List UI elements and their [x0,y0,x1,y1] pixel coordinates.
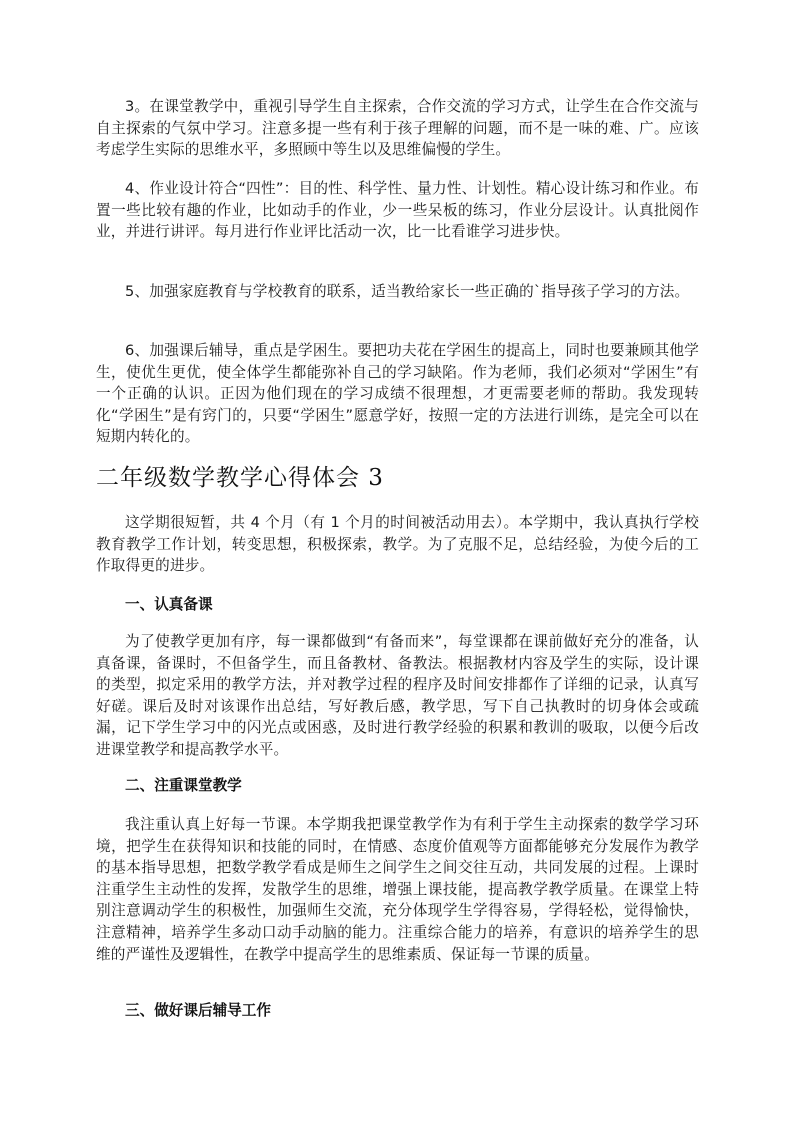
subheading-classroom-teaching: 二、注重课堂教学 [125,777,242,794]
paragraph-classroom-teaching: 我注重认真上好每一节课。本学期我把课堂教学作为有利于学生主动探索的数学学习环境，把学生在获得知识和技能的同时，在情感、态度价值观等方面都能够充分发展作为教学的基本指导思想，把数学教学看成是师生之间学生之间交往互动，共同发展的过程。上课时注重学生主动性的发挥，发散学生的思维，增强上课技能，提高教学教学质量。在课堂上特别注意调动学生的积极性，加强师生交流，充分体现学生学得容易，学得轻松，觉得愉快，注意精神，培养学生多动口动手动脑的能力。注重综合能力的培养，有意识的培养学生的思维的严谨性及逻辑性，在教学中提高学生的思维素质、保证每一节课的质量。 [96,816,699,963]
intro-paragraph: 这学期很短暂，共 4 个月（有 1 个月的时间被活动用去）。本学期中，我认真执行学校教育教学工作计划，转变思想，积极探索，教学。为了克服不足，总结经验，为使今后的工作取得更的进步。 [96,514,699,575]
subheading-prepare-lessons: 一、认真备课 [125,596,213,613]
paragraph-item-6: 6、加强课后辅导，重点是学困生。要把功夫花在学困生的提高上，同时也要兼顾其他学生，使优生更优，使全体学生都能弥补自己的学习缺陷。作为老师，我们必须对“学困生”有一个正确的认识。正因为他们现在的学习成绩不很理想，才更需要老师的帮助。我发现转化“学困生”是有窍门的，只要“学困生”愿意学好，按照一定的方法进行训练，是完全可以在短期内转化的。 [96,342,699,446]
paragraph-item-5: 5、加强家庭教育与学校教育的联系，适当教给家长一些正确的`指导孩子学习的方法。 [125,283,690,300]
section-title: 二年级数学教学心得体会 3 [96,465,384,491]
paragraph-prepare-lessons: 为了使教学更加有序，每一课都做到“有备而来”，每堂课都在课前做好充分的准备，认真备课，备课时，不但备学生，而且备教材、备教法。根据教材内容及学生的实际，设计课的类型，拟定采用的教学方法，并对教学过程的程序及时间安排都作了详细的记录，认真写好磋。课后及时对该课作出总结，写好教后感，教学思，写下自己执教时的切身体会或疏漏，记下学生学习中的闪光点或困惑，及时进行教学经验的积累和教训的吸取，以便今后改进课堂教学和提高教学水平。 [96,633,699,758]
paragraph-item-3: 3。在课堂教学中，重视引导学生自主探索，合作交流的学习方式，让学生在合作交流与自主探索的气氛中学习。注意多提一些有利于孩子理解的问题，而不是一味的难、广。应该考虑学生实际的思维水平，多照顾中等生以及思维偏慢的学生。 [96,98,699,159]
paragraph-item-4: 4、作业设计符合“四性”：目的性、科学性、量力性、计划性。精心设计练习和作业。布置一些比较有趣的作业，比如动手的作业，少一些呆板的练习，作业分层设计。认真批阅作业，并进行讲评。每月进行作业评比活动一次，比一比看谁学习进步快。 [96,180,699,241]
subheading-after-class-tutoring: 三、做好课后辅导工作 [125,1002,271,1019]
